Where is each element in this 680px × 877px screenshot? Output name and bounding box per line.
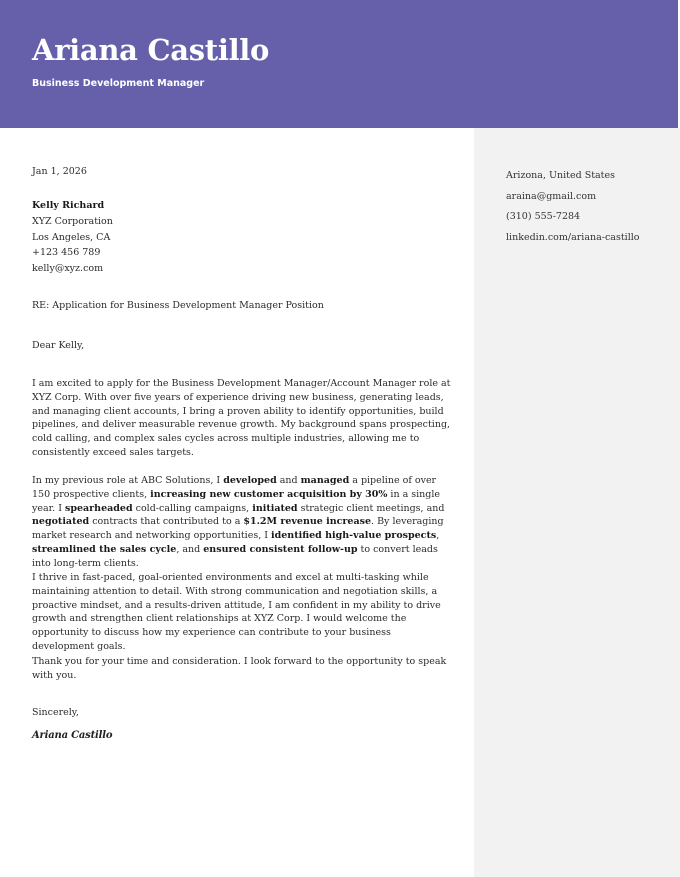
recipient-company: XYZ Corporation [32,216,113,227]
letter-subject: RE: Application for Business Development Manager Position [32,300,324,311]
letter-date: Jan 1, 2026 [32,166,87,177]
paragraph-intro: I am excited to apply for the Business Development Manager/Account Manager role at XYZ Corp. With over five years of experience driving new business, generating leads, and managing client accounts, I bring a proven ability to identify opportunities, build pipelines, and deliver measurable revenue growth. My background spans prospecting, cold calling, and complex sales cycles across multiple industries, allowing me to consistently exceed sales targets. [32,378,451,458]
resume-header [0,0,678,128]
recipient-city: Los Angeles, CA [32,232,111,243]
contact-location: Arizona, United States [506,170,615,181]
contact-linkedin[interactable]: linkedin.com/ariana-castillo [506,231,640,243]
recipient-name: Kelly Richard [32,200,105,211]
letter-closing: Sincerely, [32,707,79,718]
contact-email[interactable]: araina@gmail.com [506,190,597,202]
paragraph-closing: Thank you for your time and consideration. I look forward to the opportunity to speak with you. [32,656,447,681]
contact-phone[interactable]: (310) 555-7284 [506,211,581,222]
paragraph-experience: In my previous role at ABC Solutions, I developed and managed a pipeline of over 150 prospective clients, increasing new customer acquisition by 30% in a single year. I spearheaded cold-calling campaigns, initiated strategic client meetings, and negotiated contracts that contributed to a $1.2M revenue increase. By leveraging market research and networking opportunities, I identified high-value prospects, streamlined the sales cycle, and ensured consistent follow-up to convert leads into long-term clients. [32,475,445,569]
recipient-email: kelly@xyz.com [32,263,104,274]
signature: Ariana Castillo [32,730,113,741]
contact-info [506,166,640,248]
letter-greeting: Dear Kelly, [32,340,85,351]
recipient-phone: +123 456 789 [32,247,101,258]
applicant-name: Ariana Castillo [32,33,270,67]
applicant-title: Business Development Manager [32,78,205,89]
paragraph-strengths: I thrive in fast-paced, goal-oriented environments and excel at multi-tasking while maintaining attention to detail. With strong communication and negotiation skills, a proactive mindset, and a results-driven attitude, I am confident in my ability to drive growth and strengthen client relationships at XYZ Corp. I would welcome the opportunity to discuss how my experience can contribute to your business development goals. [32,572,441,652]
